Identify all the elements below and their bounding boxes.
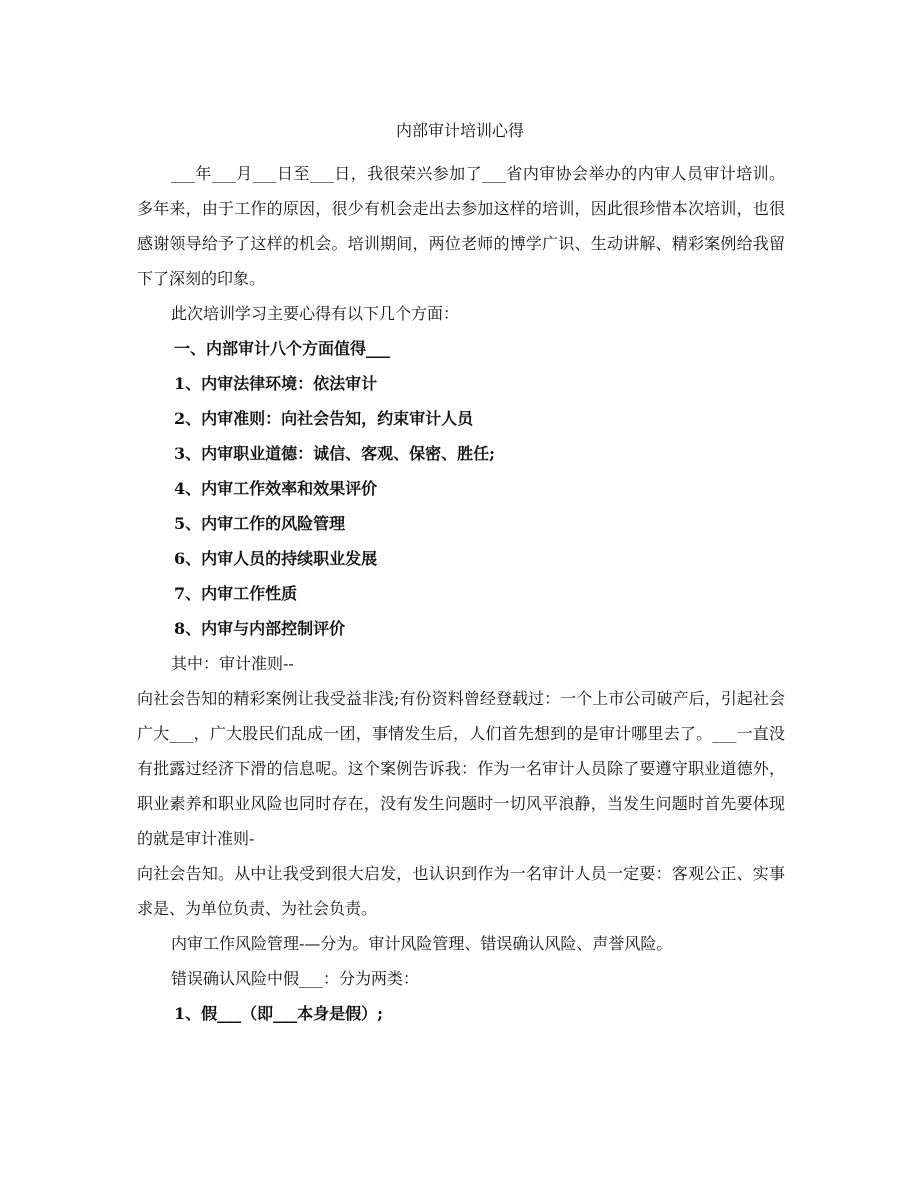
intro-paragraph: ___年___月___日至___日，我很荣兴参加了___省内审协会举办的内审人员审计培训。多年来，由于工作的原因，很少有机会走出去参加这样的培训，因此很珍惜本次培训，也很感谢领导给予了这样的机会。培训期间，两位老师的博学广识、生动讲解、精彩案例给我留下了深刻的印象。	[137, 164, 785, 288]
document-title: 内部审计培训心得	[395, 121, 524, 140]
document-body	[137, 156, 785, 1031]
error-risk-paragraph: 错误确认风险中假___：分为两类：	[171, 969, 420, 988]
among-label: 其中：审计准则--	[171, 654, 294, 673]
list-item: 8、内审与内部控制评价	[174, 619, 346, 638]
list-item: 5、内审工作的风险管理	[174, 514, 346, 533]
case-paragraph: 向社会告知的精彩案例让我受益非浅;有份资料曾经登载过：一个上市公司破产后，引起社会广大___，广大股民们乱成一团，事情发生后，人们首先想到的是审计哪里去了。___一直没有批露过经济下滑的信息呢。这个案例告诉我：作为一名审计人员除了要遵守职业道德外，职业素养和职业风险也同时存在，没有发生问题时一切风平浪静，当发生问题时首先要体现的就是审计准则-	[137, 689, 785, 848]
summary-intro: 此次培训学习主要心得有以下几个方面：	[171, 304, 460, 323]
list-item: 2、内审准则：向社会告知，约束审计人员	[174, 409, 474, 428]
section-heading: 一、内部审计八个方面值得___	[174, 339, 391, 358]
inspiration-paragraph: 向社会告知。从中让我受到很大启发，也认识到作为一名审计人员一定要：客观公正、实事求是、为单位负责、为社会负责。	[137, 864, 785, 918]
final-list-item: 1、假___（即___本身是假）;	[174, 1004, 384, 1023]
risk-paragraph: 内审工作风险管理-—分为。审计风险管理、错误确认风险、声誉风险。	[171, 934, 673, 953]
list-item: 4、内审工作效率和效果评价	[174, 479, 378, 498]
list-item: 6、内审人员的持续职业发展	[174, 549, 378, 568]
list-item: 3、内审职业道德：诚信、客观、保密、胜任;	[174, 444, 496, 463]
list-item: 7、内审工作性质	[174, 584, 298, 603]
list-item: 1、内审法律环境：依法审计	[174, 374, 378, 393]
